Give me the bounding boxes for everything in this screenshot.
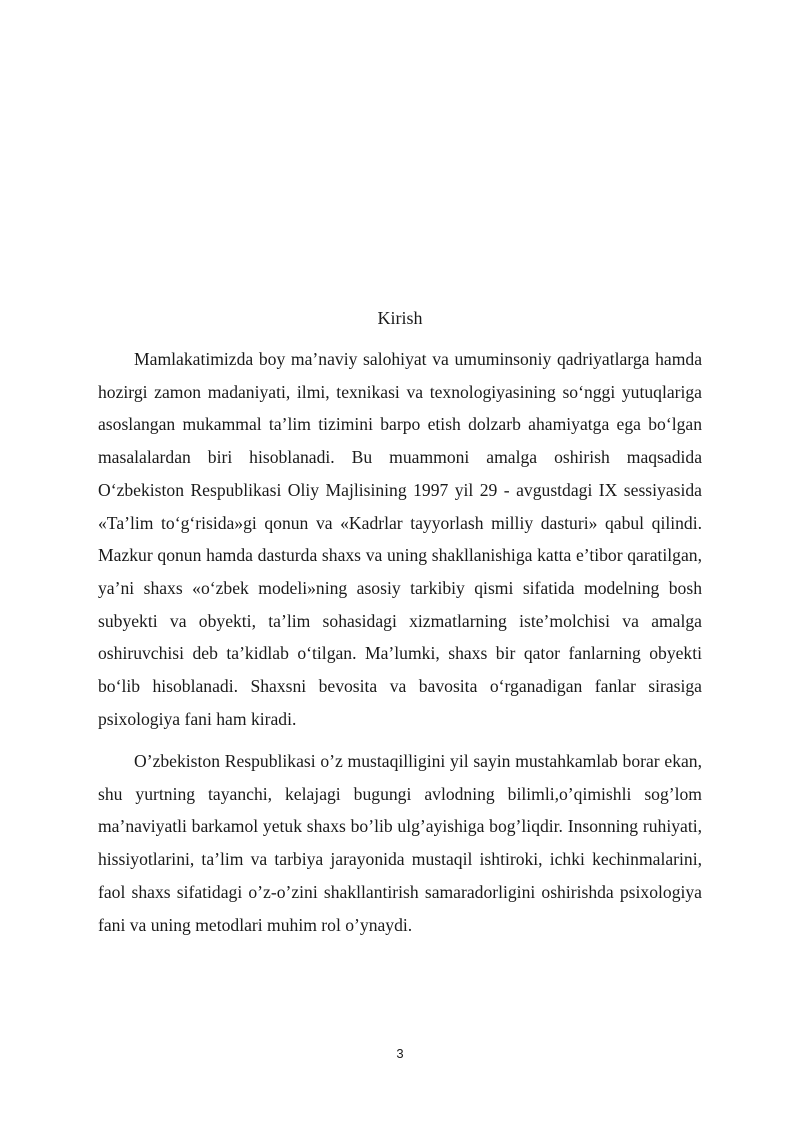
page-number: 3 xyxy=(396,1046,404,1061)
body-paragraph-1: Mamlakatimizda boy ma’naviy salohiyat va umuminsoniy qadriyatlarga hamda hozirgi zamon madaniyati, ilmi, texnikasi va texnologiyasining so‘nggi yutuqlariga asoslangan mukammal ta’lim tizimini barpo etish dolzarb ahamiyatga ega bo‘lgan masalalardan biri hisoblanadi. Bu muammoni amalga oshirish maqsadida O‘zbekiston Respublikasi Oliy Majlisining 1997 yil 29 - avgustdagi IX sessiyasida «Ta’lim to‘g‘risida»gi qonun va «Kadrlar tayyorlash milliy dasturi» qabul qilindi. Mazkur qonun hamda dasturda shaxs va uning shakllanishiga katta e’tibor qaratilgan, ya’ni shaxs «o‘zbek modeli»ning asosiy tarkibiy qismi sifatida modelning bosh subyekti va obyekti, ta’lim sohasidagi xizmatlarning iste’molchisi va amalga oshiruvchisi deb ta’kidlab o‘tilgan. Ma’lumki, shaxs bir qator fanlarning obyekti bo‘lib hisoblanadi. Shaxsni bevosita va bavosita o‘rganadigan fanlar sirasiga psixologiya fani ham kiradi. xyxy=(98,349,702,729)
body-paragraph-2: O’zbekiston Respublikasi o’z mustaqilligini yil sayin mustahkamlab borar ekan, shu yurtning tayanchi, kelajagi bugungi avlodning bilimli,o’qimishli sog’lom ma’naviyatli barkamol yetuk shaxs bo’lib ulg’ayishiga bog’liqdir. Insonning ruhiyati, hissiyotlarini, ta’lim va tarbiya jarayonida mustaqil ishtiroki, ichki kechinmalarini, faol shaxs sifatidagi o’z-o’zini shakllantirish samaradorligini oshirishda psixologiya fani va uning metodlari muhim rol o’ynaydi. xyxy=(98,751,702,935)
section-heading: Kirish xyxy=(377,308,423,328)
